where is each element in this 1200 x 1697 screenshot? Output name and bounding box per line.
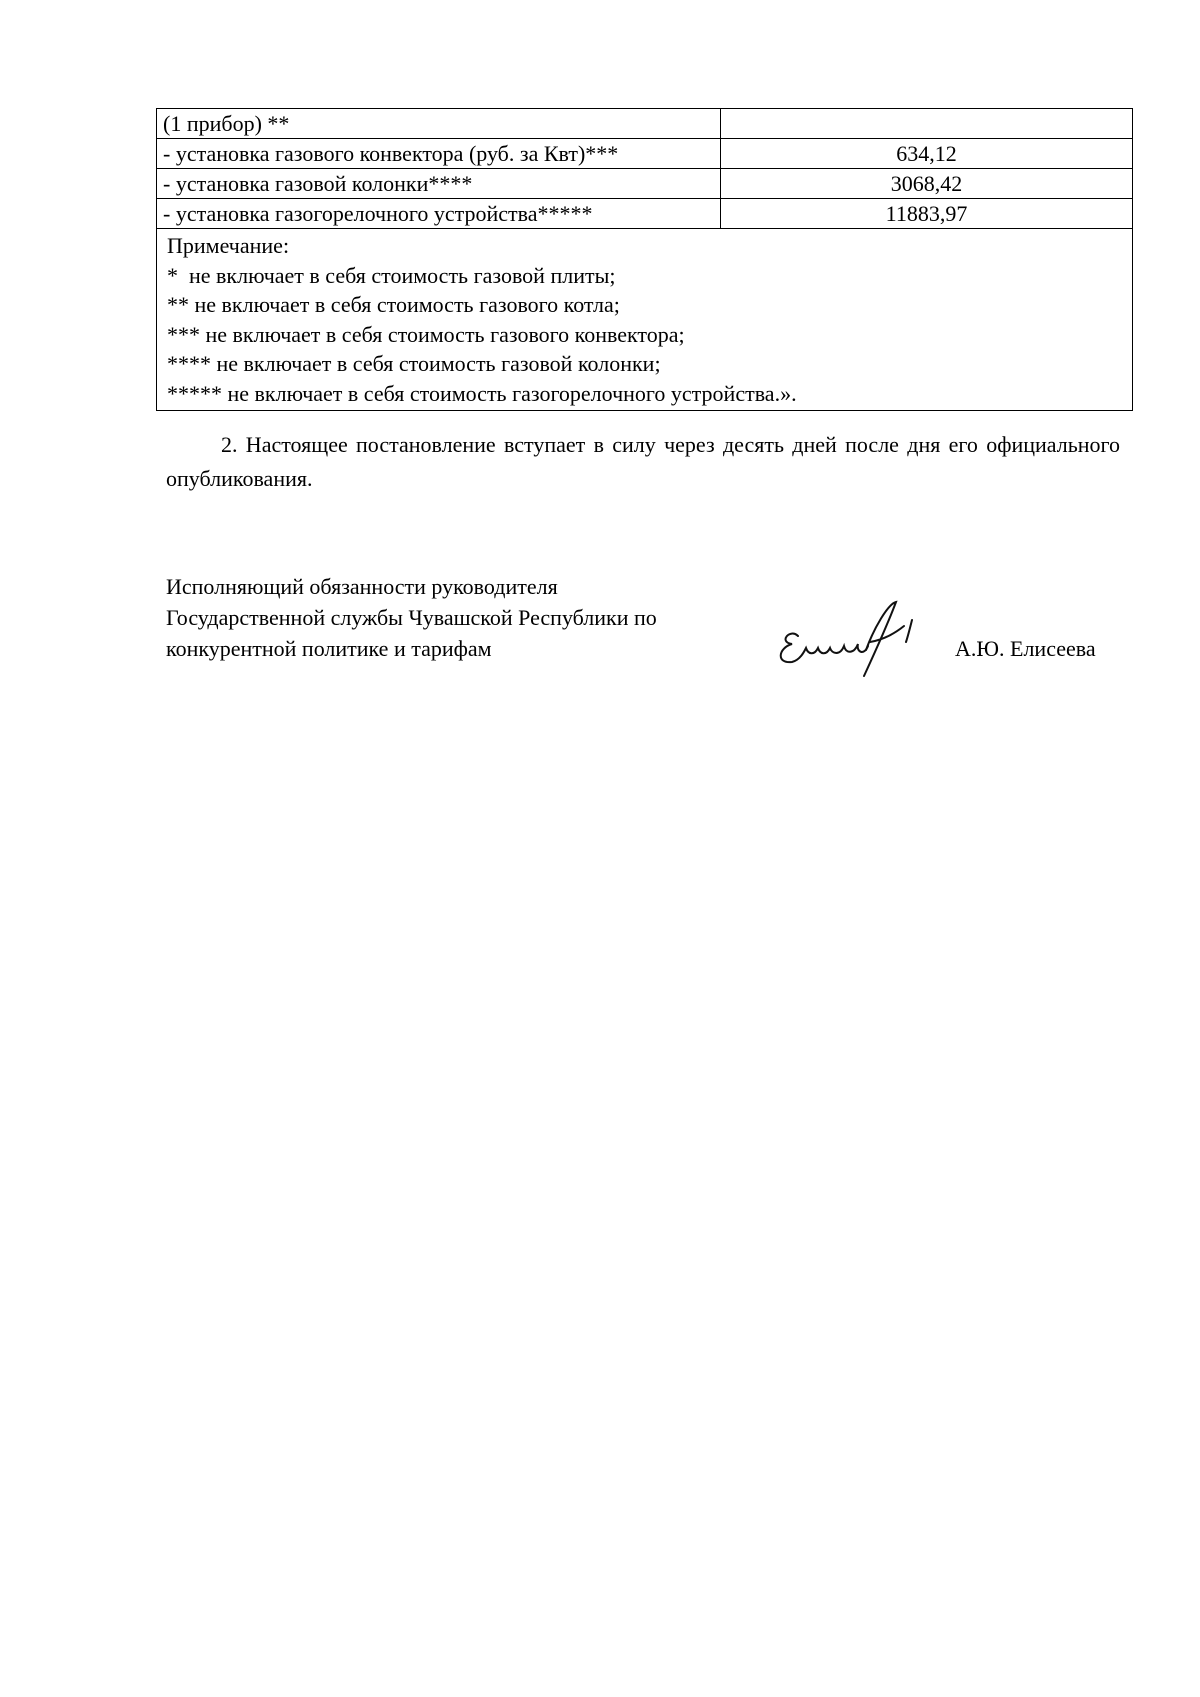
note-item: ** не включает в себя стоимость газового котла;: [167, 292, 620, 317]
note-item: * не включает в себя стоимость газовой плиты;: [167, 262, 616, 288]
row-value: 634,12: [721, 139, 1133, 169]
notes-title: Примечание:: [167, 233, 290, 258]
row-label: - установка газовой колонки****: [157, 169, 721, 199]
row-value: [721, 109, 1133, 139]
note-item: ***** не включает в себя стоимость газогорелочного устройства.».: [167, 380, 797, 406]
signatory-title: [166, 571, 657, 664]
handwritten-signature: [770, 598, 930, 678]
table-row: [157, 109, 1133, 139]
row-label: - установка газового конвектора (руб. за Квт)***: [157, 139, 721, 169]
effective-date-paragraph: 2. Настоящее постановление вступает в силу через десять дней после дня его официального опубликования.: [166, 432, 1120, 491]
note-item: **** не включает в себя стоимость газовой колонки;: [167, 351, 661, 376]
table-row: [157, 199, 1133, 229]
row-value: 3068,42: [721, 169, 1133, 199]
notes-row: [157, 229, 1133, 411]
signatory-line: Государственной службы Чувашской Республики по: [166, 605, 657, 630]
note-item: *** не включает в себя стоимость газового конвектора;: [167, 321, 685, 347]
table-row: [157, 139, 1133, 169]
row-label: - установка газогорелочного устройства*****: [157, 199, 721, 229]
table-row: [157, 169, 1133, 199]
notes-cell: [157, 229, 1133, 411]
signatory-name: А.Ю. Елисеева: [955, 636, 1096, 661]
row-label: (1 прибор) **: [157, 109, 721, 139]
signatory-line: конкурентной политике и тарифам: [166, 636, 492, 661]
row-value: 11883,97: [721, 199, 1133, 229]
signatory-line: Исполняющий обязанности руководителя: [166, 574, 558, 599]
tariff-table: [156, 108, 1133, 411]
